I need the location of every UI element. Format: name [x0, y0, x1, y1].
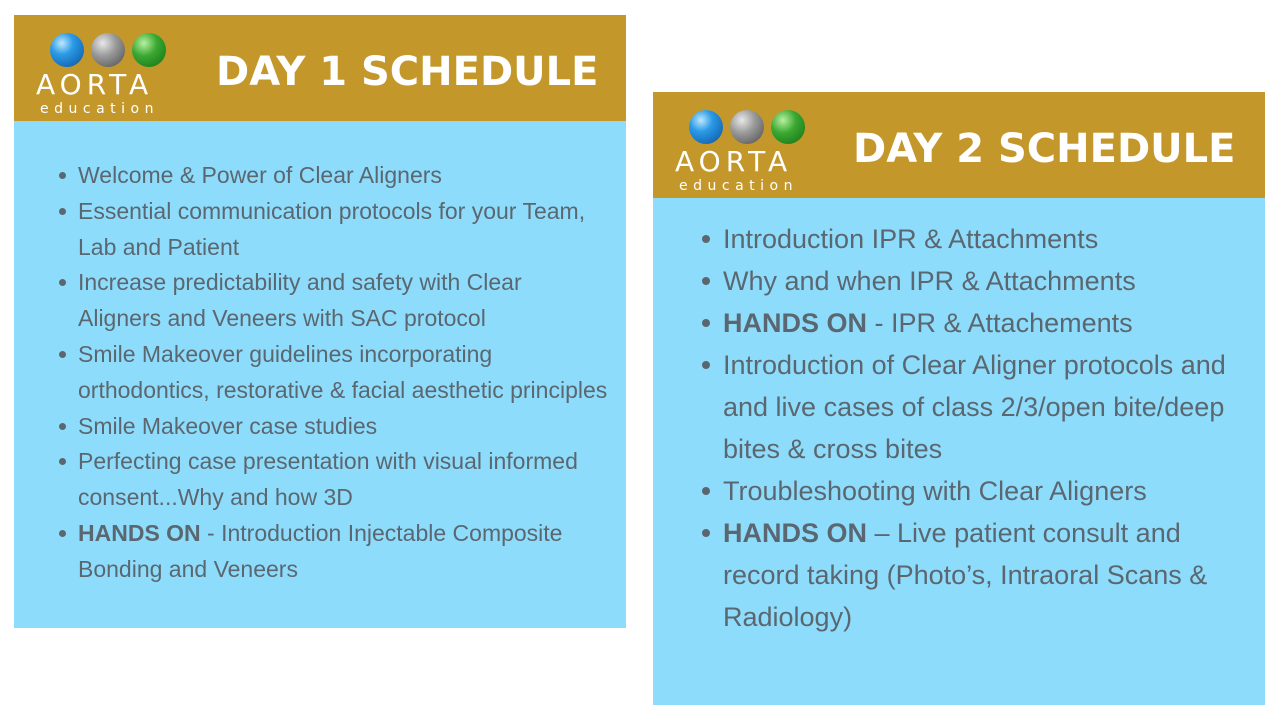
day1-schedule-card [14, 15, 626, 628]
day2-items [723, 218, 1243, 638]
schedule-item [78, 444, 608, 516]
schedule-item-text: - Introduction Injectable Composite Bonding and Veneers [78, 519, 563, 582]
schedule-item [78, 516, 608, 588]
logo-wordmark: AORTA [36, 68, 154, 101]
green-sphere-icon [771, 110, 805, 144]
schedule-item-text: Perfecting case presentation with visual informed consent...Why and how 3D [78, 448, 578, 511]
logo-wordmark: AORTA [675, 145, 793, 178]
schedule-item-text: Introduction IPR & Attachments [723, 224, 1099, 254]
hands-on-label: HANDS ON [723, 308, 868, 338]
schedule-item-text: Essential communication protocols for your Team, Lab and Patient [78, 197, 586, 260]
schedule-item [78, 265, 608, 337]
schedule-item-text: Smile Makeover case studies [78, 412, 378, 439]
schedule-item-text: – Live patient consult and record taking (Photo’s, Intraoral Scans & Radiology) [723, 518, 1208, 632]
aorta-logo [675, 102, 825, 192]
hands-on-label: HANDS ON [78, 519, 201, 546]
hands-on-label: HANDS ON [723, 518, 868, 548]
schedule-item-text: Smile Makeover guidelines incorporating orthodontics, restorative & facial aesthetic principles [78, 340, 608, 403]
schedule-item [723, 260, 1243, 302]
schedule-item-text: Welcome & Power of Clear Aligners [78, 162, 442, 188]
schedule-item [78, 194, 608, 266]
day2-schedule-card [653, 92, 1265, 705]
schedule-item [723, 218, 1243, 260]
schedule-item-text: Introduction of Clear Aligner protocols and and live cases of class 2/3/open bite/deep bites & cross bites [723, 350, 1226, 464]
schedule-item-text: - IPR & Attachements [867, 308, 1133, 338]
schedule-item [723, 344, 1243, 470]
schedule-item-text: Increase predictability and safety with Clear Aligners and Veneers with SAC protocol [78, 269, 522, 332]
grey-sphere-icon [91, 33, 125, 67]
day1-header [14, 15, 626, 121]
logo-subtitle: education [40, 101, 159, 117]
schedule-item [723, 302, 1243, 344]
aorta-logo [36, 25, 186, 115]
blue-sphere-icon [50, 33, 84, 67]
schedule-item [723, 470, 1243, 512]
logo-subtitle: education [679, 178, 798, 194]
green-sphere-icon [132, 33, 166, 67]
blue-sphere-icon [689, 110, 723, 144]
schedule-item [78, 337, 608, 409]
day2-header [653, 92, 1265, 198]
schedule-item-text: Troubleshooting with Clear Aligners [723, 476, 1147, 506]
day1-title: DAY 1 SCHEDULE [216, 49, 599, 95]
schedule-item [723, 512, 1243, 638]
schedule-item [78, 158, 608, 194]
schedule-item [78, 409, 608, 445]
day1-items [78, 158, 608, 588]
grey-sphere-icon [730, 110, 764, 144]
schedule-item-text: Why and when IPR & Attachments [723, 266, 1136, 296]
day2-title: DAY 2 SCHEDULE [853, 126, 1236, 172]
